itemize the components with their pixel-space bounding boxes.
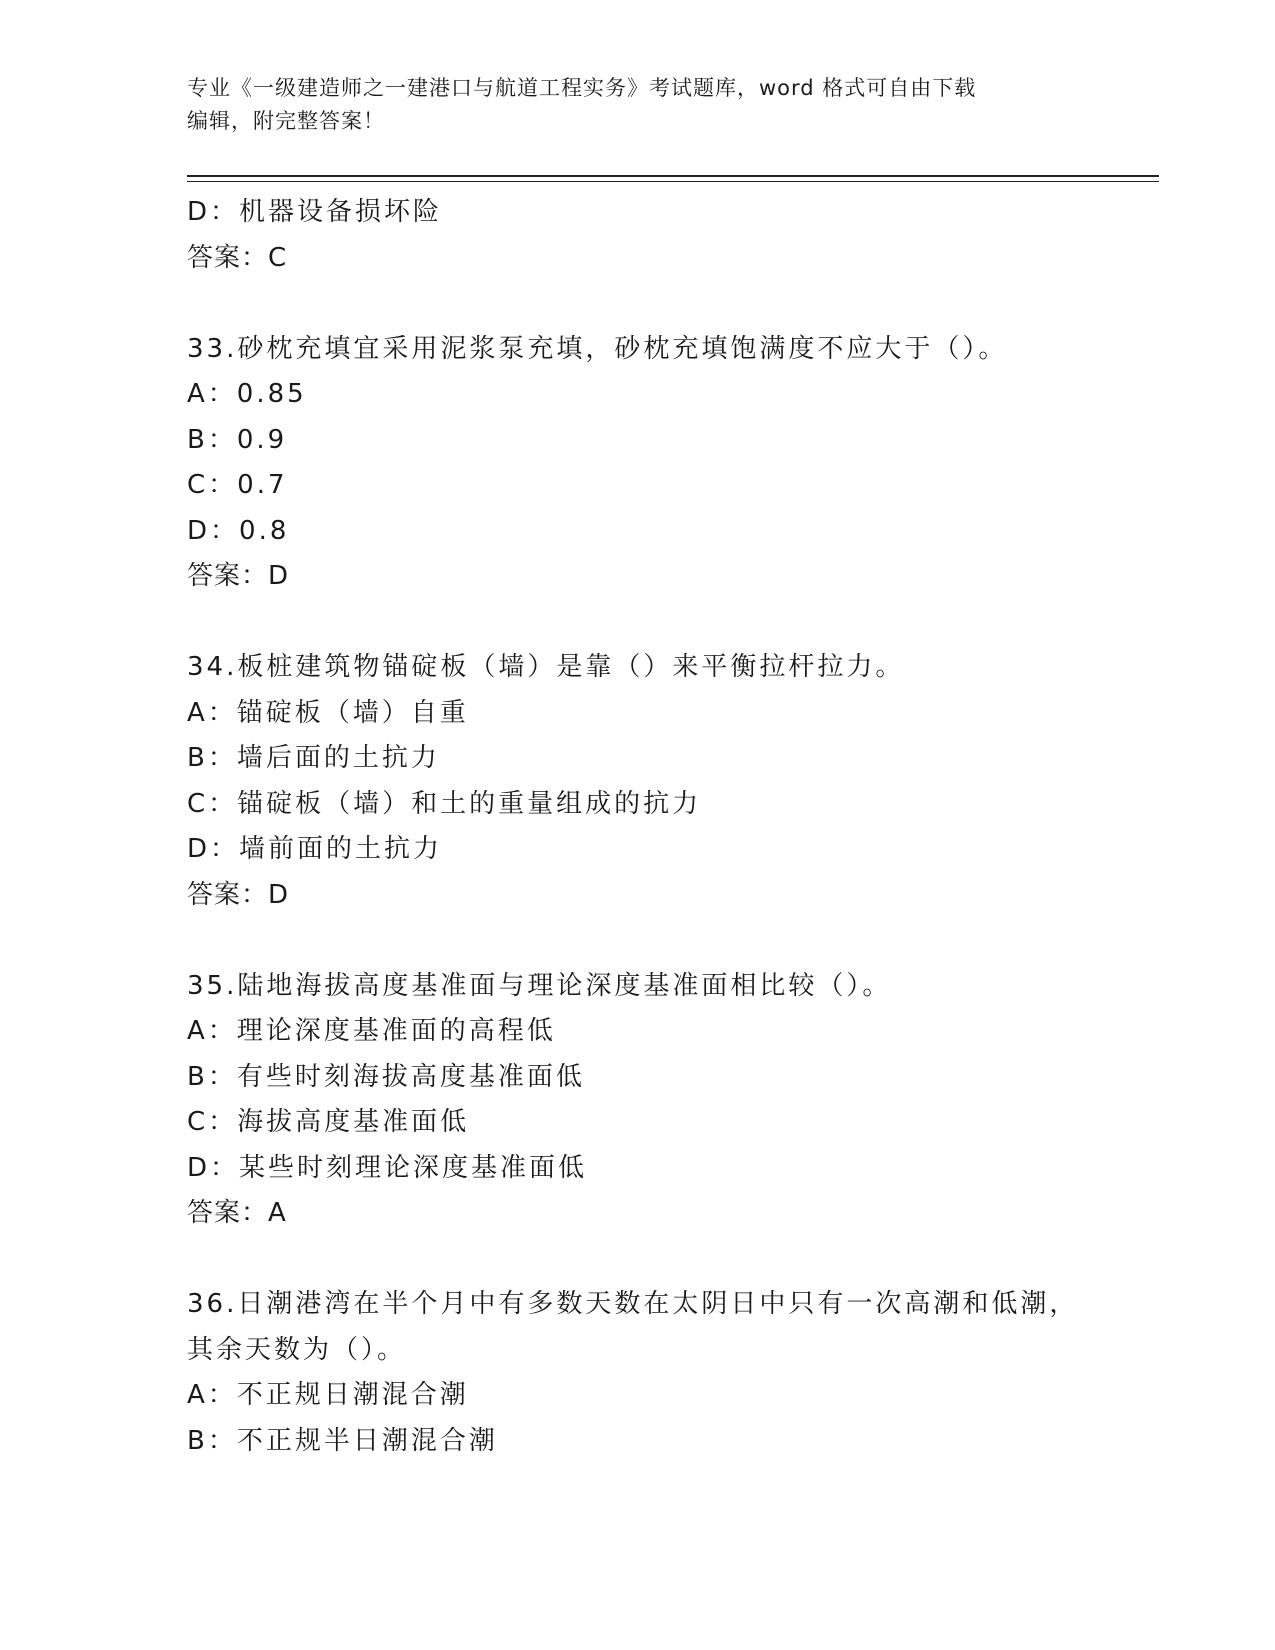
question-35-answer: 答案：A — [187, 1198, 287, 1228]
question-35-option-a: A：理论深度基准面的高程低 — [187, 1016, 556, 1046]
header-divider-thick — [187, 175, 1159, 177]
prev-option-d: D：机器设备损坏险 — [187, 197, 443, 227]
question-33-text: 33.砂枕充填宜采用泥浆泵充填，砂枕充填饱满度不应大于（）。 — [187, 333, 1008, 364]
question-36-text-line-2: 其余天数为（）。 — [187, 1334, 407, 1365]
question-35-option-c: C：海拔高度基准面低 — [187, 1107, 470, 1137]
question-34-option-c: C：锚碇板（墙）和土的重量组成的抗力 — [187, 788, 702, 819]
prev-answer: 答案：C — [187, 242, 288, 273]
header-intro-line-2: 编辑，附完整答案！ — [187, 109, 385, 133]
spacer — [187, 918, 1147, 964]
question-33-option-c: C：0.7 — [187, 470, 288, 500]
question-35-option-d: D：某些时刻理论深度基准面低 — [187, 1152, 588, 1183]
question-33-option-a: A：0.85 — [187, 379, 307, 409]
question-33-option-d: D：0.8 — [187, 515, 290, 546]
question-34-option-d: D：墙前面的土抗力 — [187, 834, 443, 864]
question-35-option-b: B：有些时刻海拔高度基准面低 — [187, 1061, 585, 1092]
question-36-text-line-1: 36.日潮港湾在半个月中有多数天数在太阴日中只有一次高潮和低潮， — [187, 1289, 1079, 1319]
spacer — [187, 1237, 1147, 1283]
question-33-option-b: B：0.9 — [187, 424, 288, 455]
header-intro-line-1: 专业《一级建造师之一建港口与航道工程实务》考试题库，word 格式可自由下载 — [187, 76, 977, 100]
question-36-option-a: A：不正规日潮混合潮 — [187, 1380, 469, 1410]
question-36-option-b: B：不正规半日潮混合潮 — [187, 1425, 498, 1456]
question-34-option-a: A：锚碇板（墙）自重 — [187, 697, 469, 728]
document-header — [187, 72, 1087, 138]
question-34-answer: 答案：D — [187, 879, 290, 910]
question-35-text: 35.陆地海拔高度基准面与理论深度基准面相比较（）。 — [187, 970, 892, 1001]
spacer — [187, 600, 1147, 646]
question-33-answer: 答案：D — [187, 561, 290, 591]
question-list — [187, 190, 1147, 1464]
question-34-option-b: B：墙后面的土抗力 — [187, 743, 440, 773]
question-34-text: 34.板桩建筑物锚碇板（墙）是靠（）来平衡拉杆拉力。 — [187, 652, 905, 682]
spacer — [187, 281, 1147, 327]
header-divider-thin — [187, 181, 1159, 182]
